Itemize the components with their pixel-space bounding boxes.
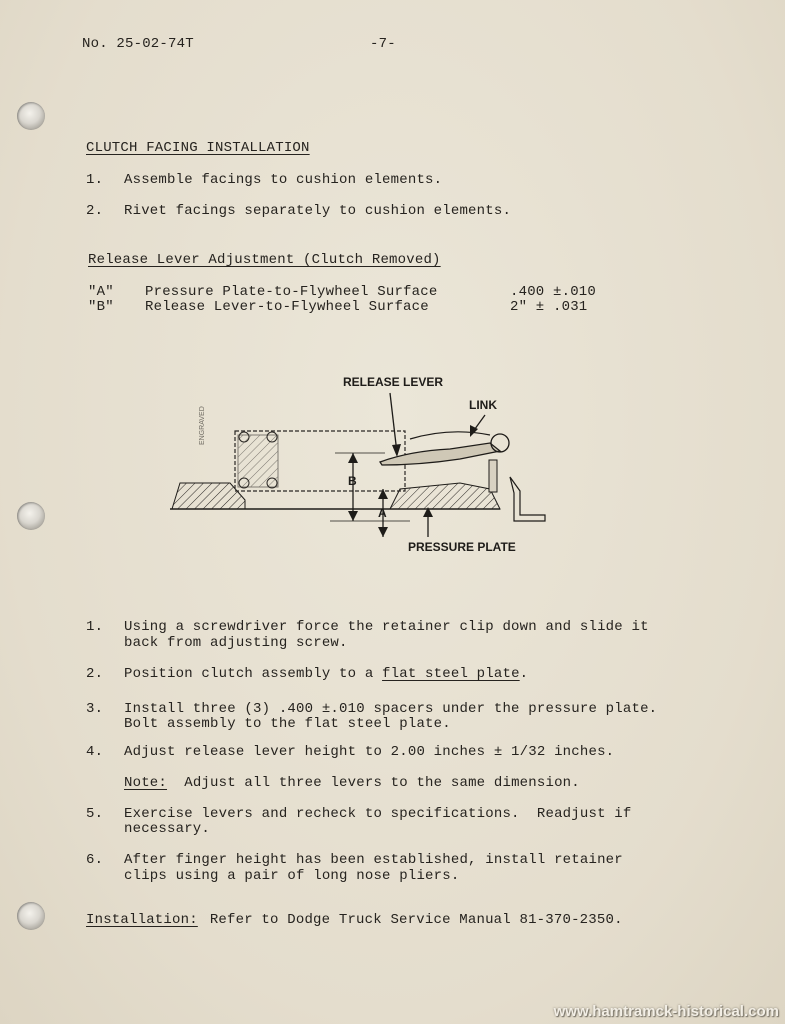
- step-3-line1: Install three (3) .400 ±.010 spacers under the pressure plate.: [124, 701, 658, 717]
- clutch-diagram: [160, 365, 560, 565]
- step-6-line1: After finger height has been established, install retainer: [124, 852, 623, 868]
- installation-text: Refer to Dodge Truck Service Manual 81-370-2350.: [209, 912, 623, 928]
- note: [124, 775, 580, 791]
- step-4-num: 4.: [86, 744, 104, 760]
- dimension-a-label: A: [378, 506, 387, 520]
- pressure-plate-hatch: [390, 483, 500, 509]
- document-number: No. 25-02-74T: [82, 36, 194, 52]
- step-3-num: 3.: [86, 701, 104, 717]
- spec-b-key: "B": [88, 299, 114, 315]
- release-lever-label: RELEASE LEVER: [343, 375, 444, 389]
- step-1-line1: Using a screwdriver force the retainer clip down and slide it: [124, 619, 649, 635]
- step-5-line1: Exercise levers and recheck to specifications. Readjust if: [124, 806, 632, 822]
- spec-a-value: .400 ±.010: [510, 284, 597, 300]
- watermark: www.hamtramck-historical.com: [553, 1003, 779, 1020]
- installation-label: Installation:: [86, 912, 198, 928]
- step-1-line2: back from adjusting screw.: [124, 635, 348, 651]
- facing-step-2-text: Rivet facings separately to cushion elements.: [124, 203, 512, 219]
- step-6-line2: clips using a pair of long nose pliers.: [124, 868, 460, 884]
- step-6-num: 6.: [86, 852, 104, 868]
- step-5-line2: necessary.: [124, 821, 211, 837]
- note-label: Note:: [124, 775, 168, 791]
- facing-step-2-num: 2.: [86, 203, 104, 219]
- pressure-plate-label: PRESSURE PLATE: [408, 540, 516, 554]
- binder-hole-bottom: [17, 902, 45, 930]
- step-2-num: 2.: [86, 666, 104, 682]
- spec-a-label: Pressure Plate-to-Flywheel Surface: [145, 284, 438, 300]
- installation: [86, 912, 623, 928]
- facing-step-1-text: Assemble facings to cushion elements.: [124, 172, 443, 188]
- step-5-num: 5.: [86, 806, 104, 822]
- page-number: -7-: [370, 36, 396, 52]
- step-2-line1: Position clutch assembly to a: [124, 666, 383, 682]
- link-label: LINK: [469, 398, 497, 412]
- adjustment-heading: Release Lever Adjustment (Clutch Removed): [88, 252, 441, 268]
- facing-step-1-num: 1.: [86, 172, 104, 188]
- note-text: Adjust all three levers to the same dimension.: [167, 775, 580, 791]
- step-2-tail: .: [519, 666, 529, 682]
- step-4-line1: Adjust release lever height to 2.00 inches ± 1/32 inches.: [124, 744, 615, 760]
- step-1-num: 1.: [86, 619, 104, 635]
- section-title: CLUTCH FACING INSTALLATION: [86, 140, 310, 156]
- step-2-emphasis: flat steel plate: [382, 666, 520, 682]
- spec-b-value: 2" ± .031: [510, 299, 588, 315]
- dimension-b-label: B: [348, 474, 357, 488]
- binder-hole-top: [17, 102, 45, 130]
- step-3-line2: Bolt assembly to the flat steel plate.: [124, 716, 451, 732]
- binder-hole-middle: [17, 502, 45, 530]
- flywheel-hatch-left: [172, 483, 245, 509]
- spec-a-key: "A": [88, 284, 114, 300]
- step-2-text: [124, 666, 528, 682]
- link-shape: [491, 434, 509, 452]
- spec-b-label: Release Lever-to-Flywheel Surface: [145, 299, 429, 315]
- engraved-stamp: ENGRAVED: [199, 406, 206, 445]
